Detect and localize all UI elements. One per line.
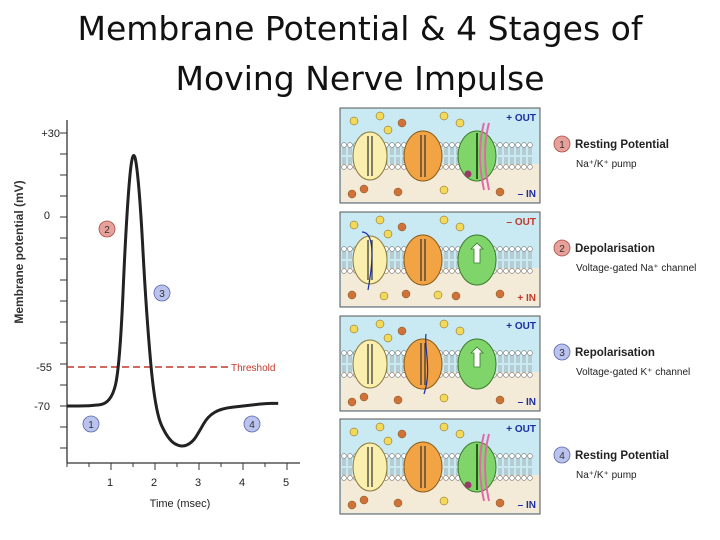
lipid-head	[450, 351, 455, 356]
outside-charge-label: + OUT	[506, 113, 536, 124]
lipid-head	[498, 269, 503, 274]
sodium-ion	[376, 216, 384, 224]
lipid-head	[516, 269, 521, 274]
marker-number: 1	[88, 420, 94, 431]
lipid-head	[342, 269, 347, 274]
lipid-head	[396, 165, 401, 170]
lipid-head	[498, 165, 503, 170]
potassium-ion	[398, 119, 406, 127]
sodium-ion	[456, 430, 464, 438]
lipid-head	[444, 476, 449, 481]
lipid-head	[498, 476, 503, 481]
x-tick-label: 5	[282, 477, 290, 489]
lipid-head	[348, 165, 353, 170]
lipid-head	[504, 373, 509, 378]
lipid-head	[390, 373, 395, 378]
potassium-ion	[360, 185, 368, 193]
x-tick-label: 1	[106, 477, 114, 489]
lipid-head	[498, 454, 503, 459]
lipid-head	[396, 373, 401, 378]
sodium-ion	[380, 292, 388, 300]
sodium-ion	[456, 119, 464, 127]
lipid-head	[348, 269, 353, 274]
sodium-ion	[350, 325, 358, 333]
y-tick-label: 0	[43, 210, 50, 222]
outside-charge-label: – OUT	[506, 217, 536, 228]
sodium-ion	[456, 223, 464, 231]
lipid-head	[450, 454, 455, 459]
marker-number: 2	[104, 225, 110, 236]
lipid-head	[348, 351, 353, 356]
lipid-head	[450, 165, 455, 170]
lipid-head	[522, 454, 527, 459]
lipid-head	[522, 373, 527, 378]
sodium-potassium-pump-icon	[353, 443, 387, 491]
lipid-head	[528, 269, 533, 274]
sodium-channel-icon	[404, 131, 442, 181]
sodium-ion	[440, 112, 448, 120]
lipid-head	[510, 247, 515, 252]
potassium-ion	[496, 188, 504, 196]
lipid-head	[522, 476, 527, 481]
stage-number: 2	[559, 244, 565, 255]
lipid-head	[396, 143, 401, 148]
sodium-channel-icon	[404, 339, 442, 389]
lipid-head	[504, 476, 509, 481]
lipid-head	[342, 143, 347, 148]
sodium-ion	[440, 186, 448, 194]
lipid-head	[522, 247, 527, 252]
lipid-head	[498, 351, 503, 356]
x-axis-label: Time (msec)	[149, 498, 211, 510]
potassium-ion	[496, 290, 504, 298]
lipid-head	[390, 454, 395, 459]
lipid-head	[396, 269, 401, 274]
lipid-head	[390, 351, 395, 356]
lipid-head	[516, 143, 521, 148]
stage-panel-4	[340, 419, 669, 514]
sodium-ion	[376, 423, 384, 431]
lipid-head	[504, 143, 509, 148]
lipid-head	[348, 247, 353, 252]
y-tick-label: -55	[36, 362, 52, 374]
lipid-head	[498, 143, 503, 148]
lipid-head	[510, 143, 515, 148]
potassium-ion	[402, 290, 410, 298]
outside-charge-label: + OUT	[506, 424, 536, 435]
lipid-head	[444, 454, 449, 459]
stage-panel-2	[340, 212, 696, 307]
lipid-head	[348, 373, 353, 378]
sodium-ion	[350, 117, 358, 125]
y-axis-label: Membrane potential (mV)	[12, 180, 26, 324]
potassium-ion	[452, 292, 460, 300]
lipid-head	[516, 247, 521, 252]
lipid-head	[504, 247, 509, 252]
stage-subtitle: Na⁺/K⁺ pump	[576, 470, 637, 481]
lipid-head	[528, 165, 533, 170]
stage-subtitle: Voltage-gated K⁺ channel	[576, 367, 691, 378]
x-tick-label: 2	[150, 477, 158, 489]
stage-number: 3	[559, 348, 565, 359]
sodium-ion	[434, 291, 442, 299]
lipid-head	[510, 351, 515, 356]
y-tick-label: +30	[41, 128, 60, 140]
sodium-ion	[376, 320, 384, 328]
inside-charge-label: – IN	[517, 500, 536, 511]
lipid-head	[396, 454, 401, 459]
lipid-head	[516, 454, 521, 459]
inside-charge-label: + IN	[517, 293, 536, 304]
lipid-head	[504, 454, 509, 459]
marker-number: 3	[159, 289, 165, 300]
lipid-head	[450, 476, 455, 481]
x-tick-label: 3	[194, 477, 202, 489]
stage-subtitle: Na⁺/K⁺ pump	[576, 159, 637, 170]
sodium-ion	[376, 112, 384, 120]
lipid-head	[528, 373, 533, 378]
y-tick-label: -70	[34, 401, 50, 413]
sodium-ion	[440, 423, 448, 431]
lipid-head	[342, 373, 347, 378]
lipid-head	[504, 165, 509, 170]
lipid-head	[444, 143, 449, 148]
potassium-ion	[360, 393, 368, 401]
lipid-head	[342, 476, 347, 481]
title-line-1: Membrane Potential & 4 Stages of	[77, 9, 643, 48]
potassium-ion	[398, 430, 406, 438]
lipid-head	[444, 373, 449, 378]
lipid-head	[522, 143, 527, 148]
lipid-head	[342, 454, 347, 459]
potassium-ion	[496, 499, 504, 507]
potassium-ion	[496, 396, 504, 404]
lipid-head	[528, 454, 533, 459]
lipid-head	[390, 476, 395, 481]
title-line-2: Moving Nerve Impulse	[175, 59, 545, 98]
lipid-head	[348, 454, 353, 459]
sodium-ion	[440, 394, 448, 402]
lipid-head	[516, 476, 521, 481]
potassium-ion	[360, 496, 368, 504]
sodium-ion	[384, 437, 392, 445]
lipid-head	[390, 269, 395, 274]
threshold-label: Threshold	[231, 363, 276, 374]
sodium-channel-icon	[404, 235, 442, 285]
lipid-head	[528, 143, 533, 148]
potassium-ion	[348, 291, 356, 299]
sodium-ion	[384, 230, 392, 238]
lipid-head	[396, 476, 401, 481]
lipid-head	[342, 247, 347, 252]
lipid-head	[522, 351, 527, 356]
lipid-head	[450, 143, 455, 148]
lipid-head	[342, 351, 347, 356]
lipid-head	[516, 351, 521, 356]
sodium-ion	[350, 428, 358, 436]
sodium-ion	[350, 221, 358, 229]
lipid-head	[516, 373, 521, 378]
lipid-head	[444, 247, 449, 252]
lipid-head	[498, 247, 503, 252]
lipid-head	[450, 269, 455, 274]
outside-charge-label: + OUT	[506, 321, 536, 332]
potassium-ion	[348, 190, 356, 198]
lipid-head	[528, 476, 533, 481]
lipid-head	[510, 476, 515, 481]
lipid-head	[444, 269, 449, 274]
sodium-potassium-pump-icon	[353, 340, 387, 388]
gate-ball	[465, 482, 472, 489]
lipid-head	[348, 476, 353, 481]
sodium-channel-icon	[404, 442, 442, 492]
sodium-ion	[440, 320, 448, 328]
lipid-head	[504, 351, 509, 356]
lipid-head	[390, 143, 395, 148]
stage-panel-1	[340, 108, 669, 203]
lipid-head	[510, 165, 515, 170]
lipid-head	[444, 165, 449, 170]
lipid-head	[510, 269, 515, 274]
sodium-ion	[456, 327, 464, 335]
sodium-potassium-pump-icon	[353, 132, 387, 180]
lipid-head	[348, 143, 353, 148]
inside-charge-label: – IN	[517, 189, 536, 200]
lipid-head	[510, 373, 515, 378]
x-tick-label: 4	[238, 477, 246, 489]
lipid-head	[396, 351, 401, 356]
lipid-head	[522, 165, 527, 170]
potassium-ion	[394, 188, 402, 196]
lipid-head	[450, 247, 455, 252]
lipid-head	[342, 165, 347, 170]
gate-ball	[465, 171, 472, 178]
stage-number: 1	[559, 140, 565, 151]
lipid-head	[528, 247, 533, 252]
potassium-ion	[348, 398, 356, 406]
sodium-ion	[384, 334, 392, 342]
potassium-ion	[394, 499, 402, 507]
lipid-head	[390, 165, 395, 170]
sodium-ion	[384, 126, 392, 134]
potassium-ion	[398, 223, 406, 231]
stage-title: Resting Potential	[575, 450, 669, 462]
lipid-head	[396, 247, 401, 252]
sodium-ion	[440, 216, 448, 224]
stage-title: Resting Potential	[575, 139, 669, 151]
lipid-head	[498, 373, 503, 378]
potassium-ion	[394, 396, 402, 404]
lipid-head	[528, 351, 533, 356]
stage-panel-3	[340, 316, 690, 411]
sodium-ion	[440, 497, 448, 505]
lipid-head	[516, 165, 521, 170]
potassium-ion	[398, 327, 406, 335]
lipid-head	[390, 247, 395, 252]
stage-number: 4	[559, 451, 565, 462]
stage-subtitle: Voltage-gated Na⁺ channel	[576, 263, 697, 274]
stage-title: Depolarisation	[575, 243, 655, 255]
lipid-head	[450, 373, 455, 378]
potassium-ion	[348, 501, 356, 509]
inside-charge-label: – IN	[517, 397, 536, 408]
marker-number: 4	[249, 420, 255, 431]
lipid-head	[504, 269, 509, 274]
lipid-head	[510, 454, 515, 459]
lipid-head	[522, 269, 527, 274]
stage-title: Repolarisation	[575, 347, 655, 359]
lipid-head	[444, 351, 449, 356]
